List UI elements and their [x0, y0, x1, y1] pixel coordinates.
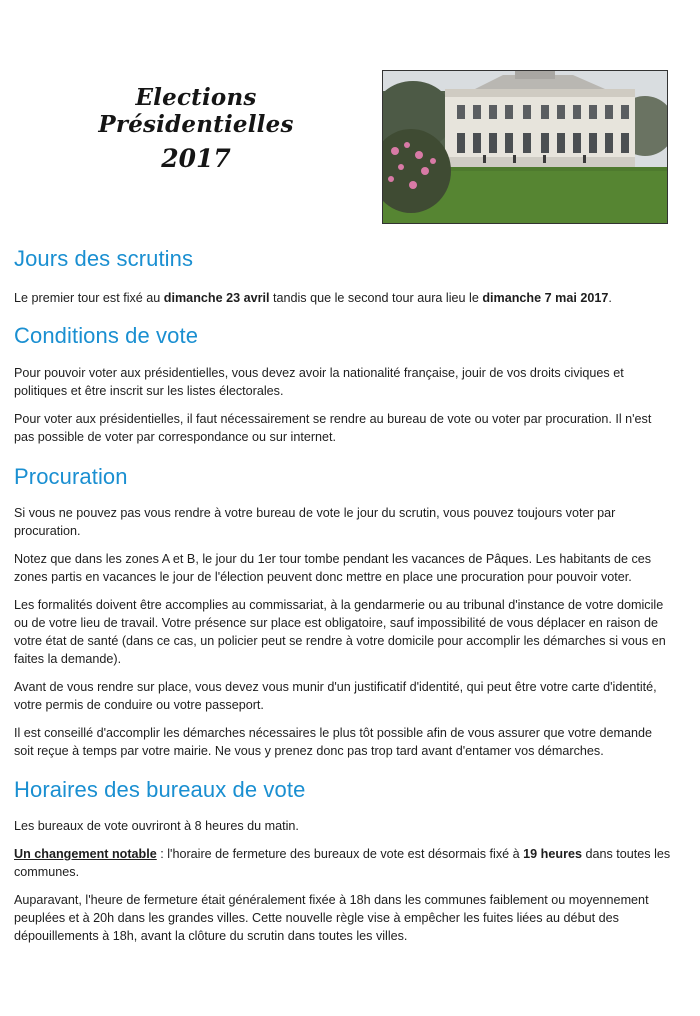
text-run: : l'horaire de fermeture des bureaux de vote est désormais fixé à: [156, 847, 524, 861]
title-year: 2017: [161, 144, 231, 173]
document-title: [36, 84, 356, 173]
text-run: tandis que le second tour aura lieu le: [269, 291, 483, 305]
closing-time: 19 heures: [523, 847, 582, 861]
paragraph: Avant de vous rendre sur place, vous devez vous munir d'un justificatif d'identité, qui peut être votre carte d'identité, votre permis de conduire ou votre passeport.: [14, 680, 657, 712]
date-second-round: dimanche 7 mai 2017: [482, 291, 609, 305]
paragraph: Auparavant, l'heure de fermeture était généralement fixée à 18h dans les communes faiblement ou moyennement peuplées et à 20h dans les grandes villes. Cette nouvelle règle vise à empêcher les fuites liées au début des dépouillements à 18h, avant la clôture du scrutin dans toutes les villes.: [14, 893, 649, 943]
section-conditions-de-vote: [14, 323, 674, 446]
paragraph: Les formalités doivent être accomplies au commissariat, à la gendarmerie ou au tribunal d'instance de votre domicile ou de votre lieu de travail. Votre présence sur place est obligatoire, sauf impossibilité de vous déplacer en raison de votre état de santé (dans ce cas, un policier peut se rendre à votre domicile pour accomplir les démarches si vous en faites la demande).: [14, 598, 666, 666]
notable-change-label: Un changement notable: [14, 847, 157, 861]
section-horaires: [14, 777, 674, 945]
section-heading: Conditions de vote: [14, 323, 199, 348]
paragraph: Pour voter aux présidentielles, il faut nécessairement se rendre au bureau de vote ou voter par procuration. Il n'est pas possible de voter par correspondance ou sur internet.: [14, 412, 652, 444]
elysee-palace-photo: [382, 70, 668, 224]
paragraph: [14, 845, 674, 881]
paragraph: [14, 289, 674, 307]
paragraph: Les bureaux de vote ouvriront à 8 heures du matin.: [14, 819, 299, 833]
section-heading: Horaires des bureaux de vote: [14, 777, 306, 802]
paragraph: Notez que dans les zones A et B, le jour du 1er tour tombe pendant les vacances de Pâques. Les habitants de ces zones partis en vacances le jour de l'élection peuvent donc mettre en place une procuration pour pouvoir voter.: [14, 552, 652, 584]
text-run: Le premier tour est fixé au: [14, 291, 164, 305]
section-jours-des-scrutins: [14, 246, 674, 307]
title-line-1: Elections Présidentielles: [98, 84, 294, 138]
document-body: [14, 240, 674, 945]
section-procuration: [14, 464, 674, 760]
paragraph: Il est conseillé d'accomplir les démarches nécessaires le plus tôt possible afin de vous assurer que votre demande soit reçue à temps par votre mairie. Ne vous y prenez donc pas trop tard avant d'entamer vos démarches.: [14, 726, 653, 758]
date-first-round: dimanche 23 avril: [163, 291, 270, 305]
section-heading: Procuration: [14, 464, 128, 489]
section-heading: Jours des scrutins: [14, 246, 194, 271]
text-run: dans toutes les communes.: [14, 847, 671, 879]
paragraph: Pour pouvoir voter aux présidentielles, vous devez avoir la nationalité française, jouir de vos droits civiques et politiques et être inscrit sur les listes électorales.: [14, 366, 624, 398]
paragraph: Si vous ne pouvez pas vous rendre à votre bureau de vote le jour du scrutin, vous pouvez toujours voter par procuration.: [14, 506, 616, 538]
text-run: .: [608, 291, 612, 305]
